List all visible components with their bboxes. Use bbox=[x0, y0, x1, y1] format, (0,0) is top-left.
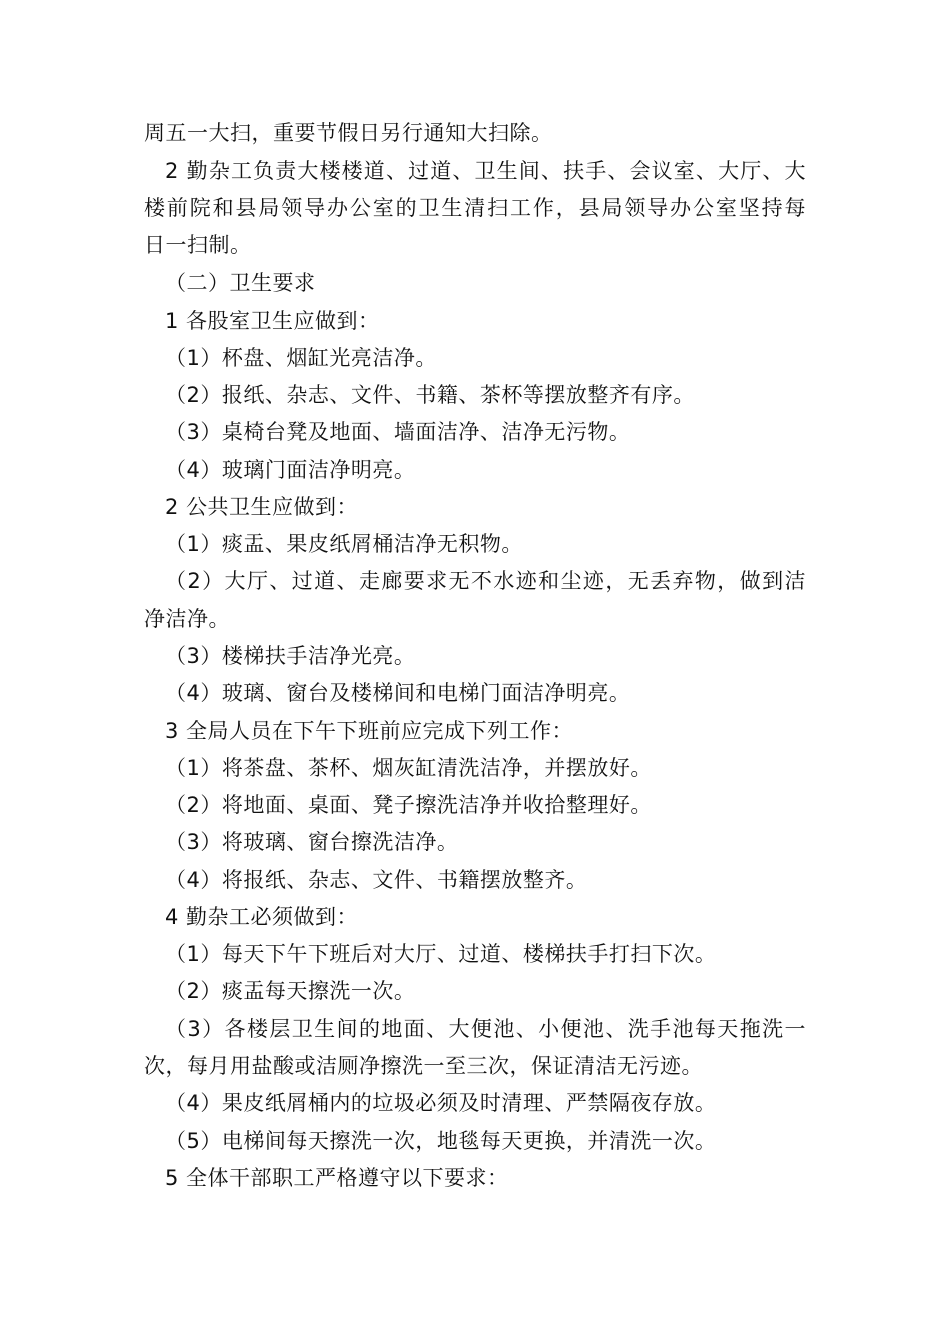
list-item: （3）各楼层卫生间的地面、大便池、小便池、洗手池每天拖洗一 bbox=[165, 1017, 806, 1041]
list-item: （2）报纸、杂志、文件、书籍、茶杯等摆放整齐有序。 bbox=[165, 383, 695, 407]
list-item: （4）玻璃门面洁净明亮。 bbox=[165, 458, 416, 482]
list-item: （1）痰盂、果皮纸屑桶洁净无积物。 bbox=[165, 532, 523, 556]
list-item: （1）每天下午下班后对大厅、过道、楼梯扶手打扫下次。 bbox=[165, 942, 717, 966]
list-item: （1）杯盘、烟缸光亮洁净。 bbox=[165, 346, 437, 370]
text-line: 周五一大扫，重要节假日另行通知大扫除。 bbox=[144, 121, 553, 145]
subsection-heading: 5 全体干部职工严格遵守以下要求： bbox=[165, 1166, 509, 1190]
subsection-heading: 1 各股室卫生应做到： bbox=[165, 309, 380, 333]
text-line: 日一扫制。 bbox=[144, 233, 252, 257]
section-heading: （二）卫生要求 bbox=[165, 271, 316, 295]
list-item: （2）大厅、过道、走廊要求无不水迹和尘迹，无丢弃物，做到洁 bbox=[165, 569, 806, 593]
list-item: （3）桌椅台凳及地面、墙面洁净、洁净无污物。 bbox=[165, 420, 631, 444]
list-item: （3）将玻璃、窗台擦洗洁净。 bbox=[165, 830, 459, 854]
list-item: （4）玻璃、窗台及楼梯间和电梯门面洁净明亮。 bbox=[165, 681, 631, 705]
list-item: （4）将报纸、杂志、文件、书籍摆放整齐。 bbox=[165, 868, 588, 892]
list-item: （2）痰盂每天擦洗一次。 bbox=[165, 979, 416, 1003]
list-item: （5）电梯间每天擦洗一次，地毯每天更换，并清洗一次。 bbox=[165, 1129, 717, 1153]
subsection-heading: 2 公共卫生应做到： bbox=[165, 495, 359, 519]
text-line: 楼前院和县局领导办公室的卫生清扫工作，县局领导办公室坚持每 bbox=[144, 196, 806, 220]
list-item: （4）果皮纸屑桶内的垃圾必须及时清理、严禁隔夜存放。 bbox=[165, 1091, 717, 1115]
list-item: （1）将茶盘、茶杯、烟灰缸清洗洁净，并摆放好。 bbox=[165, 756, 652, 780]
subsection-heading: 4 勤杂工必须做到： bbox=[165, 905, 359, 929]
list-item: （3）楼梯扶手洁净光亮。 bbox=[165, 644, 416, 668]
text-line: 2 勤杂工负责大楼楼道、过道、卫生间、扶手、会议室、大厅、大 bbox=[165, 159, 806, 183]
text-line: 次，每月用盐酸或洁厕净擦洗一至三次，保证清洁无污迹。 bbox=[144, 1054, 703, 1078]
subsection-heading: 3 全局人员在下午下班前应完成下列工作： bbox=[165, 719, 574, 743]
text-line: 净洁净。 bbox=[144, 607, 230, 631]
list-item: （2）将地面、桌面、凳子擦洗洁净并收拾整理好。 bbox=[165, 793, 652, 817]
